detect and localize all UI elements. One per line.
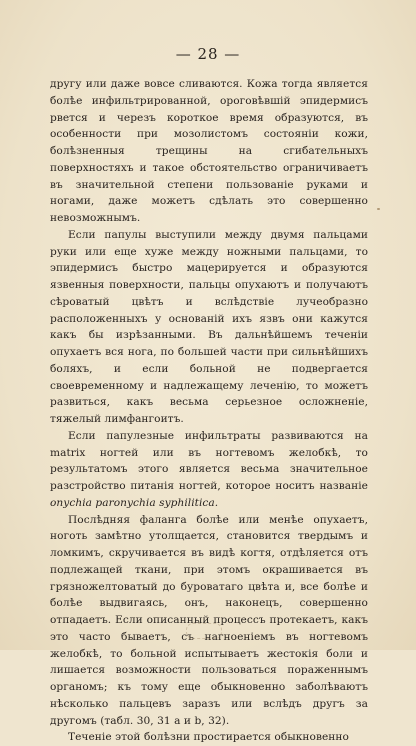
paragraph: [50, 512, 368, 730]
paragraph: [50, 76, 368, 227]
paragraph-text: Если папулезные инфильтраты развиваются на matrix ногтей или въ ногтевомъ желобкѣ, то результатомъ этого является весьма значительное разстройство питанiя ногтей, которое носитъ названiе: [50, 429, 368, 492]
faint-library-stamp: [186, 623, 222, 639]
paragraph-text: Послѣдняя фаланга болѣе или менѣе опухаетъ, ноготь замѣтно утолщается, становится твердымъ и ломкимъ, скручивается въ видѣ когтя, отдѣляется отъ подлежащей ткани, при этомъ окрашивается въ грязножелтоватый до буроватаго цвѣта и, все болѣе и болѣе выдвигаясь, онъ, наконецъ, совершенно отпадаетъ. Если описанный процессъ протекаетъ, какъ это часто бываетъ, съ нагноенiемъ въ ногтевомъ желобкѣ, то больной испытываетъ жестокiя боли и лишается возможности пользоваться пораженнымъ органомъ; къ тому еще обыкновенно заболѣваютъ нѣсколько пальцевъ заразъ или вслѣдъ другъ за другомъ (табл. 30, 31 a и b, 32).: [50, 513, 368, 727]
margin-speck: [377, 208, 380, 210]
paragraph: [50, 729, 368, 746]
italic-term: onychia paronychia syphilitica.: [50, 496, 219, 509]
paragraph-text: Если папулы выступили между двумя пальцами руки или еще хуже между ножными пальцами, то эпидермисъ быстро мацерируется и образуются язвенныя поверхности, пальцы опухаютъ и получаютъ сѣроватый цвѣтъ и вслѣдствiе лучеобразно расположенныхъ у основанiй ихъ язвъ они кажутся какъ бы изрѣзанными. Въ дальнѣйшемъ теченiи опухаетъ вся нога, по большей части при сильнѣйшихъ боляхъ, и если больной не подвергается своевременному и надлежащему леченiю, то можетъ развиться, какъ весьма серьезное осложненiе, тяжелый лимфангоитъ.: [50, 228, 368, 425]
page-number: — 28 —: [175, 45, 241, 63]
paragraph: [50, 428, 368, 512]
body-text: [50, 76, 368, 746]
paragraph: [50, 227, 368, 428]
paragraph-text: Теченiе этой болѣзни простирается обыкновенно: [68, 731, 349, 744]
paragraph-text: другу или даже вовсе сливаются. Кожа тогда является болѣе инфильтрированной, ороговѣвшiй эпидермисъ рвется и черезъ короткое время образуются, въ особенности при мозолистомъ состоянiи кожи, болѣзненныя трещины на сгибательныхъ поверхностяхъ и такое обстоятельство ограничиваетъ въ значительной степени пользованiе руками и ногами, даже можетъ сдѣлать это совершенно невозможнымъ.: [50, 78, 368, 224]
